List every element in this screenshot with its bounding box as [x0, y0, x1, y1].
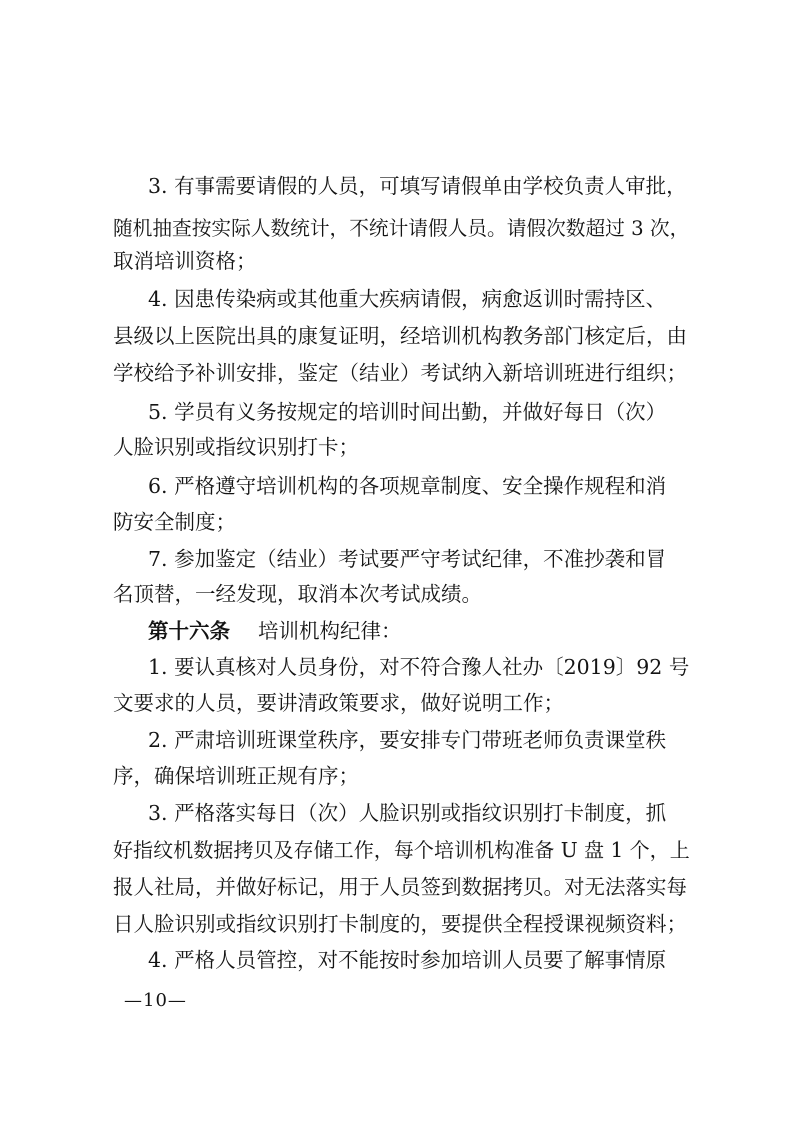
- article-16-heading: 第十六条: [148, 619, 230, 643]
- item-2-line-1: 2. 严肃培训班课堂秩序，要安排专门带班老师负责课堂秩: [148, 728, 667, 752]
- item-2-line-2: 序，确保培训班正规有序；: [113, 764, 359, 788]
- paragraph-4-line-2: 县级以上医院出具的康复证明，经培训机构教务部门核定后，由: [113, 324, 687, 348]
- item-3-line-4: 日人脸识别或指纹识别打卡制度的，要提供全程授课视频资料；: [113, 912, 687, 936]
- item-3-line-2: 好指纹机数据拷贝及存储工作，每个培训机构准备 U 盘 1 个，上: [113, 838, 690, 862]
- item-3-line-3: 报人社局，并做好标记，用于人员签到数据拷贝。对无法落实每: [113, 875, 687, 899]
- item-4-line-1: 4. 严格人员管控，对不能按时参加培训人员要了解事情原: [148, 948, 667, 972]
- paragraph-4-line-1: 4. 因患传染病或其他重大疾病请假，病愈返训时需持区、: [148, 287, 667, 311]
- paragraph-7-line-1: 7. 参加鉴定（结业）考试要严守考试纪律，不准抄袭和冒: [148, 547, 667, 571]
- paragraph-6-line-2: 防安全制度；: [113, 510, 236, 534]
- paragraph-3-line-2: 随机抽查按实际人数统计，不统计请假人员。请假次数超过 3 次，: [113, 217, 690, 240]
- item-1-line-1: 1. 要认真核对人员身份，对不符合豫人社办〔2019〕92 号: [148, 655, 690, 679]
- item-1-line-2: 文要求的人员，要讲清政策要求，做好说明工作；: [113, 691, 564, 715]
- paragraph-3-line-3: 取消培训资格；: [113, 249, 257, 273]
- paragraph-4-line-3: 学校给予补训安排，鉴定（结业）考试纳入新培训班进行组织；: [113, 361, 687, 385]
- paragraph-5-line-2: 人脸识别或指纹识别打卡；: [113, 435, 359, 459]
- page-number: —10—: [124, 990, 187, 1011]
- article-16-title: 培训机构纪律：: [258, 619, 402, 643]
- paragraph-6-line-1: 6. 严格遵守培训机构的各项规章制度、安全操作规程和消: [148, 474, 667, 498]
- item-3-line-1: 3. 严格落实每日（次）人脸识别或指纹识别打卡制度，抓: [148, 801, 667, 825]
- paragraph-5-line-1: 5. 学员有义务按规定的培训时间出勤，并做好每日（次）: [148, 400, 667, 424]
- paragraph-7-line-2: 名顶替，一经发现，取消本次考试成绩。: [113, 582, 482, 606]
- paragraph-3-line-1: 3. 有事需要请假的人员，可填写请假单由学校负责人审批，: [148, 174, 687, 198]
